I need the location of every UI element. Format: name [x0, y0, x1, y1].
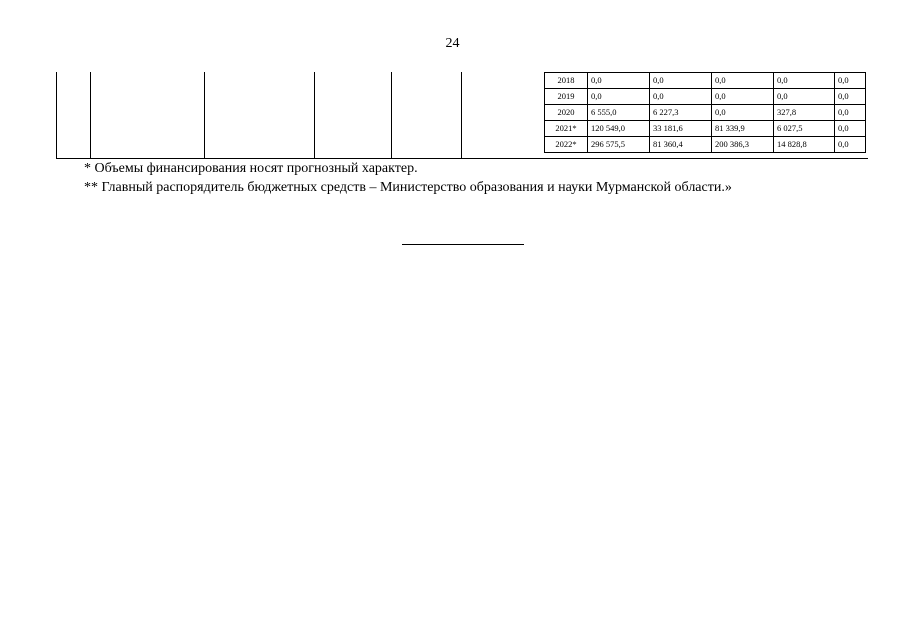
- column-border: [391, 72, 392, 159]
- year-cell: 2020: [545, 105, 588, 121]
- value-cell: 0,0: [774, 89, 835, 105]
- value-cell: 0,0: [588, 89, 650, 105]
- value-cell: 0,0: [650, 89, 712, 105]
- value-cell: 6 027,5: [774, 121, 835, 137]
- value-cell: 0,0: [835, 105, 866, 121]
- year-cell: 2022*: [545, 137, 588, 153]
- table-row: [545, 105, 866, 121]
- end-of-document-line: [402, 244, 524, 245]
- table-row: [545, 137, 866, 153]
- footnote-forecast: * Объемы финансирования носят прогнозный характер.: [84, 161, 418, 176]
- value-cell: 0,0: [712, 89, 774, 105]
- table-row: [545, 89, 866, 105]
- table-row: [545, 121, 866, 137]
- year-cell: 2019: [545, 89, 588, 105]
- value-cell: 120 549,0: [588, 121, 650, 137]
- page-number: 24: [445, 36, 460, 51]
- column-border: [204, 72, 205, 159]
- value-cell: 81 360,4: [650, 137, 712, 153]
- value-cell: 6 555,0: [588, 105, 650, 121]
- value-cell: 0,0: [650, 73, 712, 89]
- value-cell: 200 386,3: [712, 137, 774, 153]
- value-cell: 33 181,6: [650, 121, 712, 137]
- year-cell: 2018: [545, 73, 588, 89]
- value-cell: 0,0: [835, 121, 866, 137]
- table-bottom-border: [56, 158, 868, 159]
- value-cell: 0,0: [835, 89, 866, 105]
- value-cell: 6 227,3: [650, 105, 712, 121]
- value-cell: 0,0: [774, 73, 835, 89]
- column-border: [314, 72, 315, 159]
- year-cell: 2021*: [545, 121, 588, 137]
- value-cell: 81 339,9: [712, 121, 774, 137]
- value-cell: 0,0: [712, 105, 774, 121]
- column-border: [90, 72, 91, 159]
- column-border: [56, 72, 57, 159]
- value-cell: 0,0: [712, 73, 774, 89]
- value-cell: 296 575,5: [588, 137, 650, 153]
- column-border: [461, 72, 462, 159]
- value-cell: 14 828,8: [774, 137, 835, 153]
- footnote-budget-manager: ** Главный распорядитель бюджетных средств – Министерство образования и науки Мурманской области.»: [84, 180, 732, 195]
- value-cell: 0,0: [835, 137, 866, 153]
- value-cell: 0,0: [835, 73, 866, 89]
- value-cell: 327,8: [774, 105, 835, 121]
- financing-table: [544, 72, 866, 153]
- value-cell: 0,0: [588, 73, 650, 89]
- table-left-columns: [56, 72, 544, 159]
- table-row: [545, 73, 866, 89]
